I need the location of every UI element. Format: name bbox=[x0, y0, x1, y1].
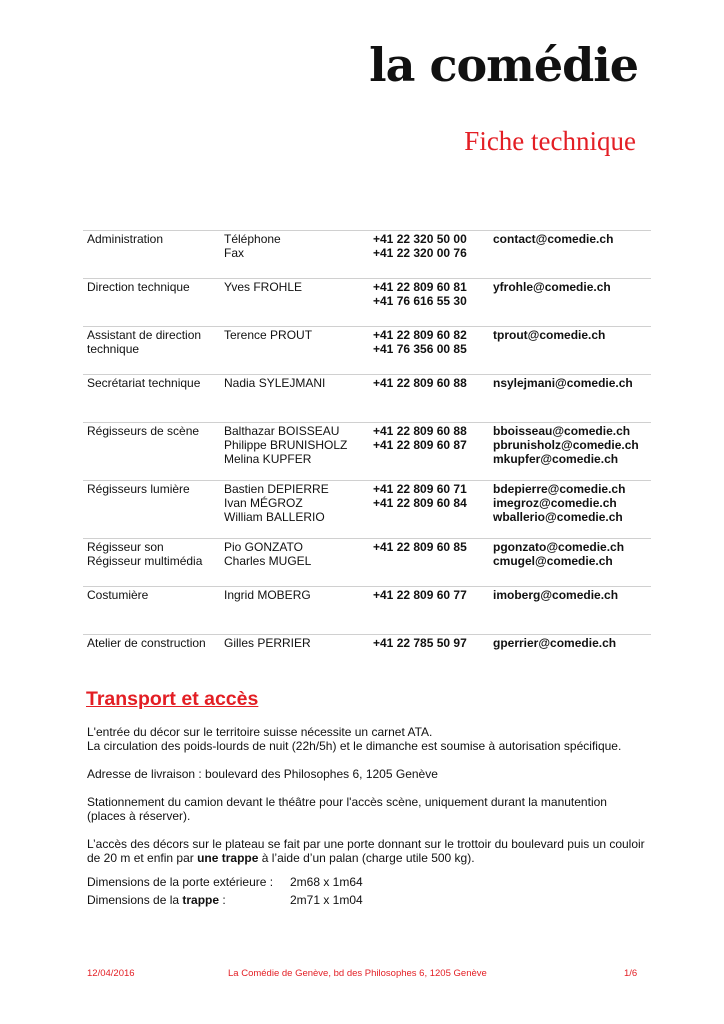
dimension-value-door: 2m68 x 1m64 bbox=[290, 875, 363, 889]
contact-names-line: Terence PROUT bbox=[224, 328, 313, 342]
contact-names-line: Nadia SYLEJMANI bbox=[224, 376, 326, 390]
contact-phones-line: +41 76 356 00 85 bbox=[373, 342, 467, 356]
footer-address: La Comédie de Genève, bd des Philosophes 6, 1205 Genève bbox=[228, 968, 487, 979]
contact-names-cell bbox=[224, 540, 369, 568]
contact-names-cell bbox=[224, 328, 369, 342]
dimension-label-trapdoor-end: : bbox=[219, 893, 226, 907]
paragraph-access-end: à l’aide d’un palan (charge utile 500 kg). bbox=[258, 851, 475, 865]
contact-phones-cell bbox=[373, 636, 493, 650]
paragraph-ata bbox=[87, 725, 647, 753]
contact-emails-cell bbox=[493, 482, 653, 524]
contact-role-line: Atelier de construction bbox=[87, 636, 206, 650]
contact-names-line: Melina KUPFER bbox=[224, 452, 312, 466]
contact-role-line: Secrétariat technique bbox=[87, 376, 201, 390]
contact-emails-cell bbox=[493, 376, 653, 390]
contact-role-cell bbox=[87, 328, 219, 356]
contact-names-line: Yves FROHLE bbox=[224, 280, 303, 294]
contact-row bbox=[83, 230, 651, 278]
contact-names-cell bbox=[224, 376, 369, 390]
dimension-value-trapdoor: 2m71 x 1m04 bbox=[290, 893, 363, 907]
contact-emails-line: gperrier@comedie.ch bbox=[493, 636, 617, 650]
contact-row bbox=[83, 586, 651, 634]
contact-phones-line: +41 22 809 60 84 bbox=[373, 496, 467, 510]
contact-names-cell bbox=[224, 636, 369, 650]
contact-emails-cell bbox=[493, 328, 653, 342]
contact-role-cell bbox=[87, 424, 219, 438]
contact-phones-line: +41 76 616 55 30 bbox=[373, 294, 467, 308]
contact-emails-line: tprout@comedie.ch bbox=[493, 328, 606, 342]
contact-emails-line: pbrunisholz@comedie.ch bbox=[493, 438, 639, 452]
contact-phones-line: +41 22 809 60 81 bbox=[373, 280, 467, 294]
contact-names-line: Charles MUGEL bbox=[224, 554, 312, 568]
contact-role-line: Régisseur multimédia bbox=[87, 554, 203, 568]
contact-role-cell bbox=[87, 376, 219, 390]
contact-names-line: Philippe BRUNISHOLZ bbox=[224, 438, 348, 452]
contact-emails-line: imoberg@comedie.ch bbox=[493, 588, 619, 602]
contact-names-cell bbox=[224, 482, 369, 524]
contact-phones-line: +41 22 809 60 87 bbox=[373, 438, 467, 452]
paragraph-access-bold: une trappe bbox=[197, 851, 259, 865]
contact-names-line: Pio GONZATO bbox=[224, 540, 303, 554]
contact-emails-line: cmugel@comedie.ch bbox=[493, 554, 613, 568]
paragraph-delivery-address: Adresse de livraison : boulevard des Philosophes 6, 1205 Genève bbox=[87, 767, 438, 781]
contact-role-line: Costumière bbox=[87, 588, 149, 602]
contact-row bbox=[83, 634, 651, 682]
contact-role-line: Assistant de direction technique bbox=[87, 328, 202, 356]
contact-phones-cell bbox=[373, 588, 493, 602]
dimension-label-trapdoor-start: Dimensions de la bbox=[87, 893, 183, 907]
dimension-row-door bbox=[87, 873, 363, 891]
contact-emails-cell bbox=[493, 636, 653, 650]
dimension-label-trapdoor-bold: trappe bbox=[182, 893, 220, 907]
contact-phones-line: +41 22 320 00 76 bbox=[373, 246, 467, 260]
contact-role-cell bbox=[87, 280, 219, 294]
contact-emails-line: imegroz@comedie.ch bbox=[493, 496, 617, 510]
contact-emails-line: mkupfer@comedie.ch bbox=[493, 452, 619, 466]
dimensions-list bbox=[87, 873, 363, 909]
contact-role-cell bbox=[87, 540, 219, 568]
paragraph-access-start: L’accès des décors sur le plateau se fait par une porte donnant sur le trottoir du boulevard puis un couloir de 20 m et enfin par bbox=[87, 837, 645, 865]
contact-names-line: Balthazar BOISSEAU bbox=[224, 424, 340, 438]
contact-phones-line: +41 22 809 60 88 bbox=[373, 376, 467, 390]
contact-role-cell bbox=[87, 482, 219, 496]
contact-emails-cell bbox=[493, 540, 653, 568]
contact-row bbox=[83, 480, 651, 538]
section-title-transport: Transport et accès bbox=[86, 688, 259, 710]
dimension-row-trapdoor bbox=[87, 891, 363, 909]
contact-names-line: Ingrid MOBERG bbox=[224, 588, 311, 602]
contact-emails-cell bbox=[493, 232, 653, 246]
contact-row bbox=[83, 326, 651, 374]
contact-role-cell bbox=[87, 588, 219, 602]
contact-emails-line: wballerio@comedie.ch bbox=[493, 510, 623, 524]
contact-phones-line: +41 22 320 50 00 bbox=[373, 232, 467, 246]
contact-phones-line: +41 22 785 50 97 bbox=[373, 636, 467, 650]
contact-row bbox=[83, 538, 651, 586]
contact-emails-cell bbox=[493, 280, 653, 294]
contact-row bbox=[83, 278, 651, 326]
dimension-label-trapdoor bbox=[87, 891, 290, 909]
contact-names-cell bbox=[224, 232, 369, 260]
contact-phones-cell bbox=[373, 540, 493, 554]
contact-emails-line: bboisseau@comedie.ch bbox=[493, 424, 631, 438]
contact-phones-cell bbox=[373, 280, 493, 308]
contact-names-cell bbox=[224, 424, 369, 466]
footer-date: 12/04/2016 bbox=[87, 968, 135, 979]
contact-phones-cell bbox=[373, 376, 493, 390]
contact-role-line: Régisseur son bbox=[87, 540, 164, 554]
contact-row bbox=[83, 422, 651, 480]
contact-emails-cell bbox=[493, 424, 653, 466]
contact-role-line: Direction technique bbox=[87, 280, 190, 294]
paragraph-ata-line1: L'entrée du décor sur le territoire suisse nécessite un carnet ATA. bbox=[87, 725, 433, 739]
contact-role-line: Régisseurs lumière bbox=[87, 482, 190, 496]
contact-phones-line: +41 22 809 60 88 bbox=[373, 424, 467, 438]
contact-phones-line: +41 22 809 60 77 bbox=[373, 588, 467, 602]
contacts-table bbox=[83, 230, 651, 682]
contact-emails-line: yfrohle@comedie.ch bbox=[493, 280, 611, 294]
contact-phones-line: +41 22 809 60 82 bbox=[373, 328, 467, 342]
contact-names-cell bbox=[224, 280, 369, 294]
contact-emails-line: nsylejmani@comedie.ch bbox=[493, 376, 633, 390]
contact-names-line: Fax bbox=[224, 246, 245, 260]
contact-role-cell bbox=[87, 232, 219, 246]
contact-role-line: Administration bbox=[87, 232, 164, 246]
contact-names-line: Gilles PERRIER bbox=[224, 636, 311, 650]
contact-phones-cell bbox=[373, 482, 493, 510]
contact-role-cell bbox=[87, 636, 219, 650]
contact-names-line: Bastien DEPIERRE bbox=[224, 482, 329, 496]
contact-names-line: William BALLERIO bbox=[224, 510, 325, 524]
contact-phones-line: +41 22 809 60 71 bbox=[373, 482, 467, 496]
contact-phones-cell bbox=[373, 424, 493, 452]
contact-role-line: Régisseurs de scène bbox=[87, 424, 200, 438]
dimension-label-door: Dimensions de la porte extérieure : bbox=[87, 875, 274, 889]
footer-page-number: 1/6 bbox=[624, 968, 638, 979]
contact-names-cell bbox=[224, 588, 369, 602]
paragraph-access bbox=[87, 837, 647, 865]
contact-emails-line: contact@comedie.ch bbox=[493, 232, 614, 246]
contact-emails-cell bbox=[493, 588, 653, 602]
paragraph-ata-line2: La circulation des poids-lourds de nuit (22h/5h) et le dimanche est soumise à autorisation spécifique. bbox=[87, 739, 622, 753]
paragraph-parking: Stationnement du camion devant le théâtre pour l'accès scène, uniquement durant la manutention (places à réserver). bbox=[87, 795, 607, 823]
contact-emails-line: pgonzato@comedie.ch bbox=[493, 540, 625, 554]
contact-phones-line: +41 22 809 60 85 bbox=[373, 540, 467, 554]
contact-phones-cell bbox=[373, 232, 493, 260]
contact-emails-line: bdepierre@comedie.ch bbox=[493, 482, 626, 496]
contact-names-line: Téléphone bbox=[224, 232, 281, 246]
brand-logo: la comédie bbox=[369, 38, 638, 92]
contact-row bbox=[83, 374, 651, 422]
page-subtitle: Fiche technique bbox=[464, 126, 636, 156]
contact-phones-cell bbox=[373, 328, 493, 356]
contact-names-line: Ivan MÉGROZ bbox=[224, 496, 303, 510]
